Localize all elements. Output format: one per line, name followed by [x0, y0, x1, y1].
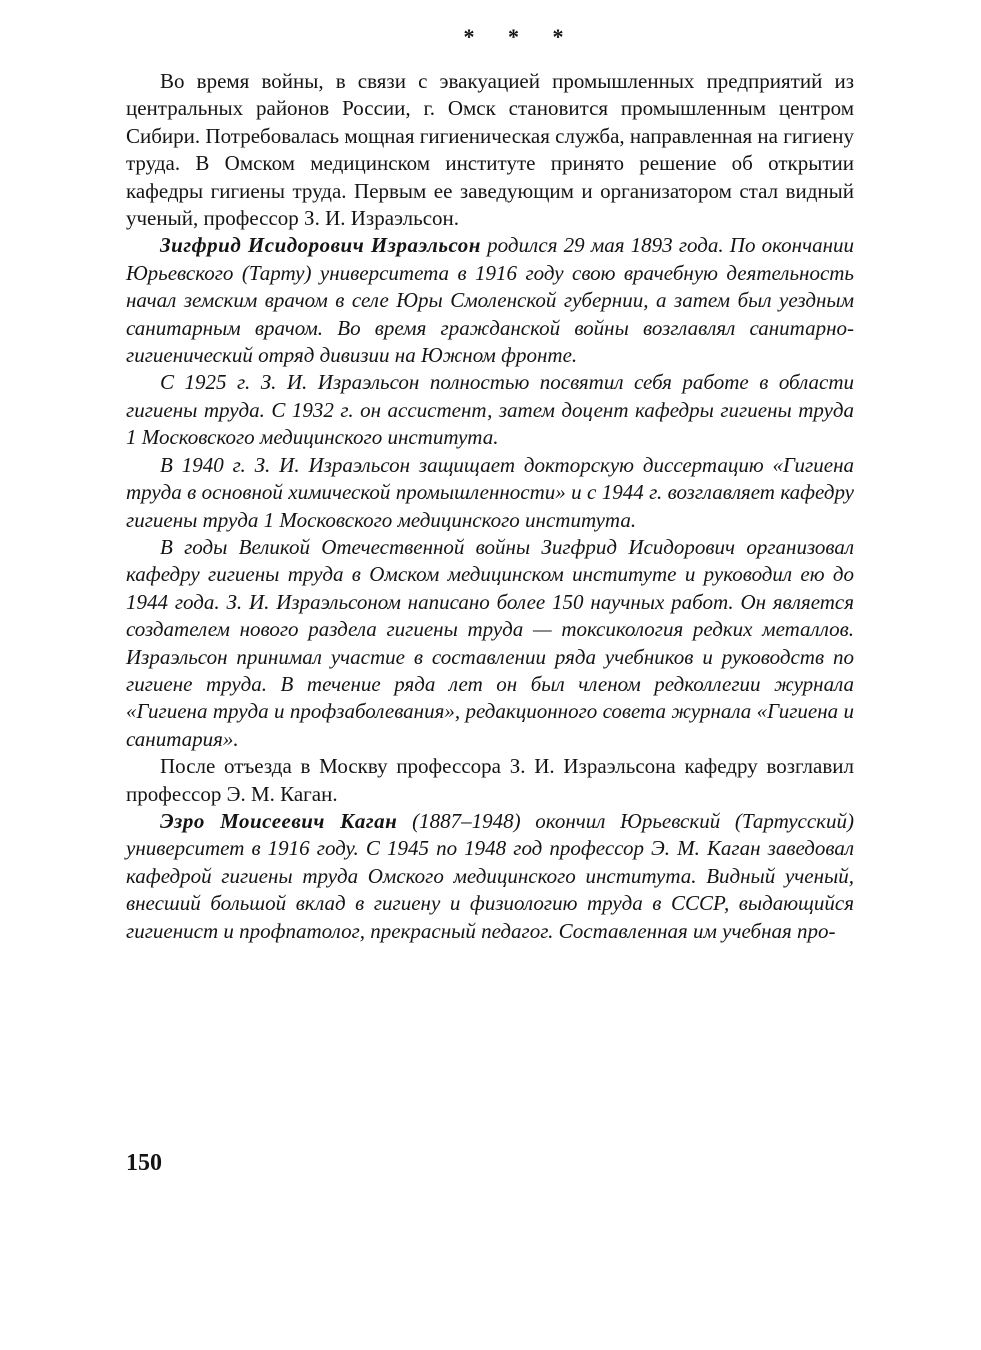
paragraph-kagan-bio — [126, 808, 854, 945]
paragraph-evacuation — [126, 68, 854, 232]
section-separator: * * * — [463, 24, 578, 49]
paragraph-text: С 1925 г. З. И. Израэльсон полностью посвятил себя работе в области гигиены труда. С 1932 г. он ассистент, затем доцент кафедры гигиены труда 1 Московского медицинского института. — [126, 370, 854, 450]
paragraph-izraelson-1925 — [126, 369, 854, 451]
paragraph-text: В годы Великой Отечественной войны Зигфрид Исидорович организовал кафедру гигиены труда в Омском медицинском институте и руководил ею до 1944 года. З. И. Израэльсоном написано более 150 научных работ. Он является создателем нового раздела гигиены труда — токсикология редких металлов. Израэльсон принимал участие в составлении ряда учебников и руководств по гигиене труда. В течение ряда лет он был членом редколлегии журнала «Гигиена труда и профзаболевания», редакционного совета журнала «Гигиена и санитария». — [126, 534, 854, 751]
paragraph-text: После отъезда в Москву профессора З. И. Израэльсона кафедру возглавил профессор Э. М. Каган. — [126, 754, 854, 806]
paragraph-text: (1887–1948) окончил Юрьевский (Тартусский) университет в 1916 году. С 1945 по 1948 год профессор Э. М. Каган заведовал кафедрой гигиены труда Омского медицинского института. Видный ученый, внесший большой вклад в гигиену и физиологию труда в СССР, выдающийся гигиенист и профпатолог, прекрасный педагог. Составленная им учебная про- — [126, 808, 854, 943]
person-name-kagan: Эзро Моисеевич Каган — [160, 808, 398, 833]
paragraph-izraelson-war-years — [126, 534, 854, 753]
page-number: 150 — [126, 1150, 162, 1176]
page-body — [126, 68, 854, 945]
paragraph-text: Во время войны, в связи с эвакуацией промышленных предприятий из центральных районов России, г. Омск становится промышленным центром Сибири. Потребовалась мощная гигиеническая служба, направленная на гигиену труда. В Омском медицинском институте принято решение об открытии кафедры гигиены труда. Первым ее заведующим и организатором стал видный ученый, профессор З. И. Израэльсон. — [126, 69, 854, 231]
paragraph-text: родился 29 мая 1893 года. По окончании Юрьевского (Тарту) университета в 1916 году свою врачебную деятельность начал земским врачом в селе Юры Смоленской губернии, а затем был уездным санитарным врачом. Во время гражданской войны возглавлял санитарно-гигиенический отряд дивизии на Южном фронте. — [126, 233, 855, 368]
paragraph-izraelson-bio — [126, 232, 854, 369]
paragraph-izraelson-1940 — [126, 452, 854, 534]
paragraph-kagan-succession — [126, 753, 854, 808]
paragraph-text: В 1940 г. З. И. Израэльсон защищает докторскую диссертацию «Гигиена труда в основной химической промышленности» и с 1944 г. возглавляет кафедру гигиены труда 1 Московского медицинского института. — [126, 452, 854, 532]
person-name-izraelson: Зигфрид Исидорович Израэльсон — [160, 233, 481, 258]
